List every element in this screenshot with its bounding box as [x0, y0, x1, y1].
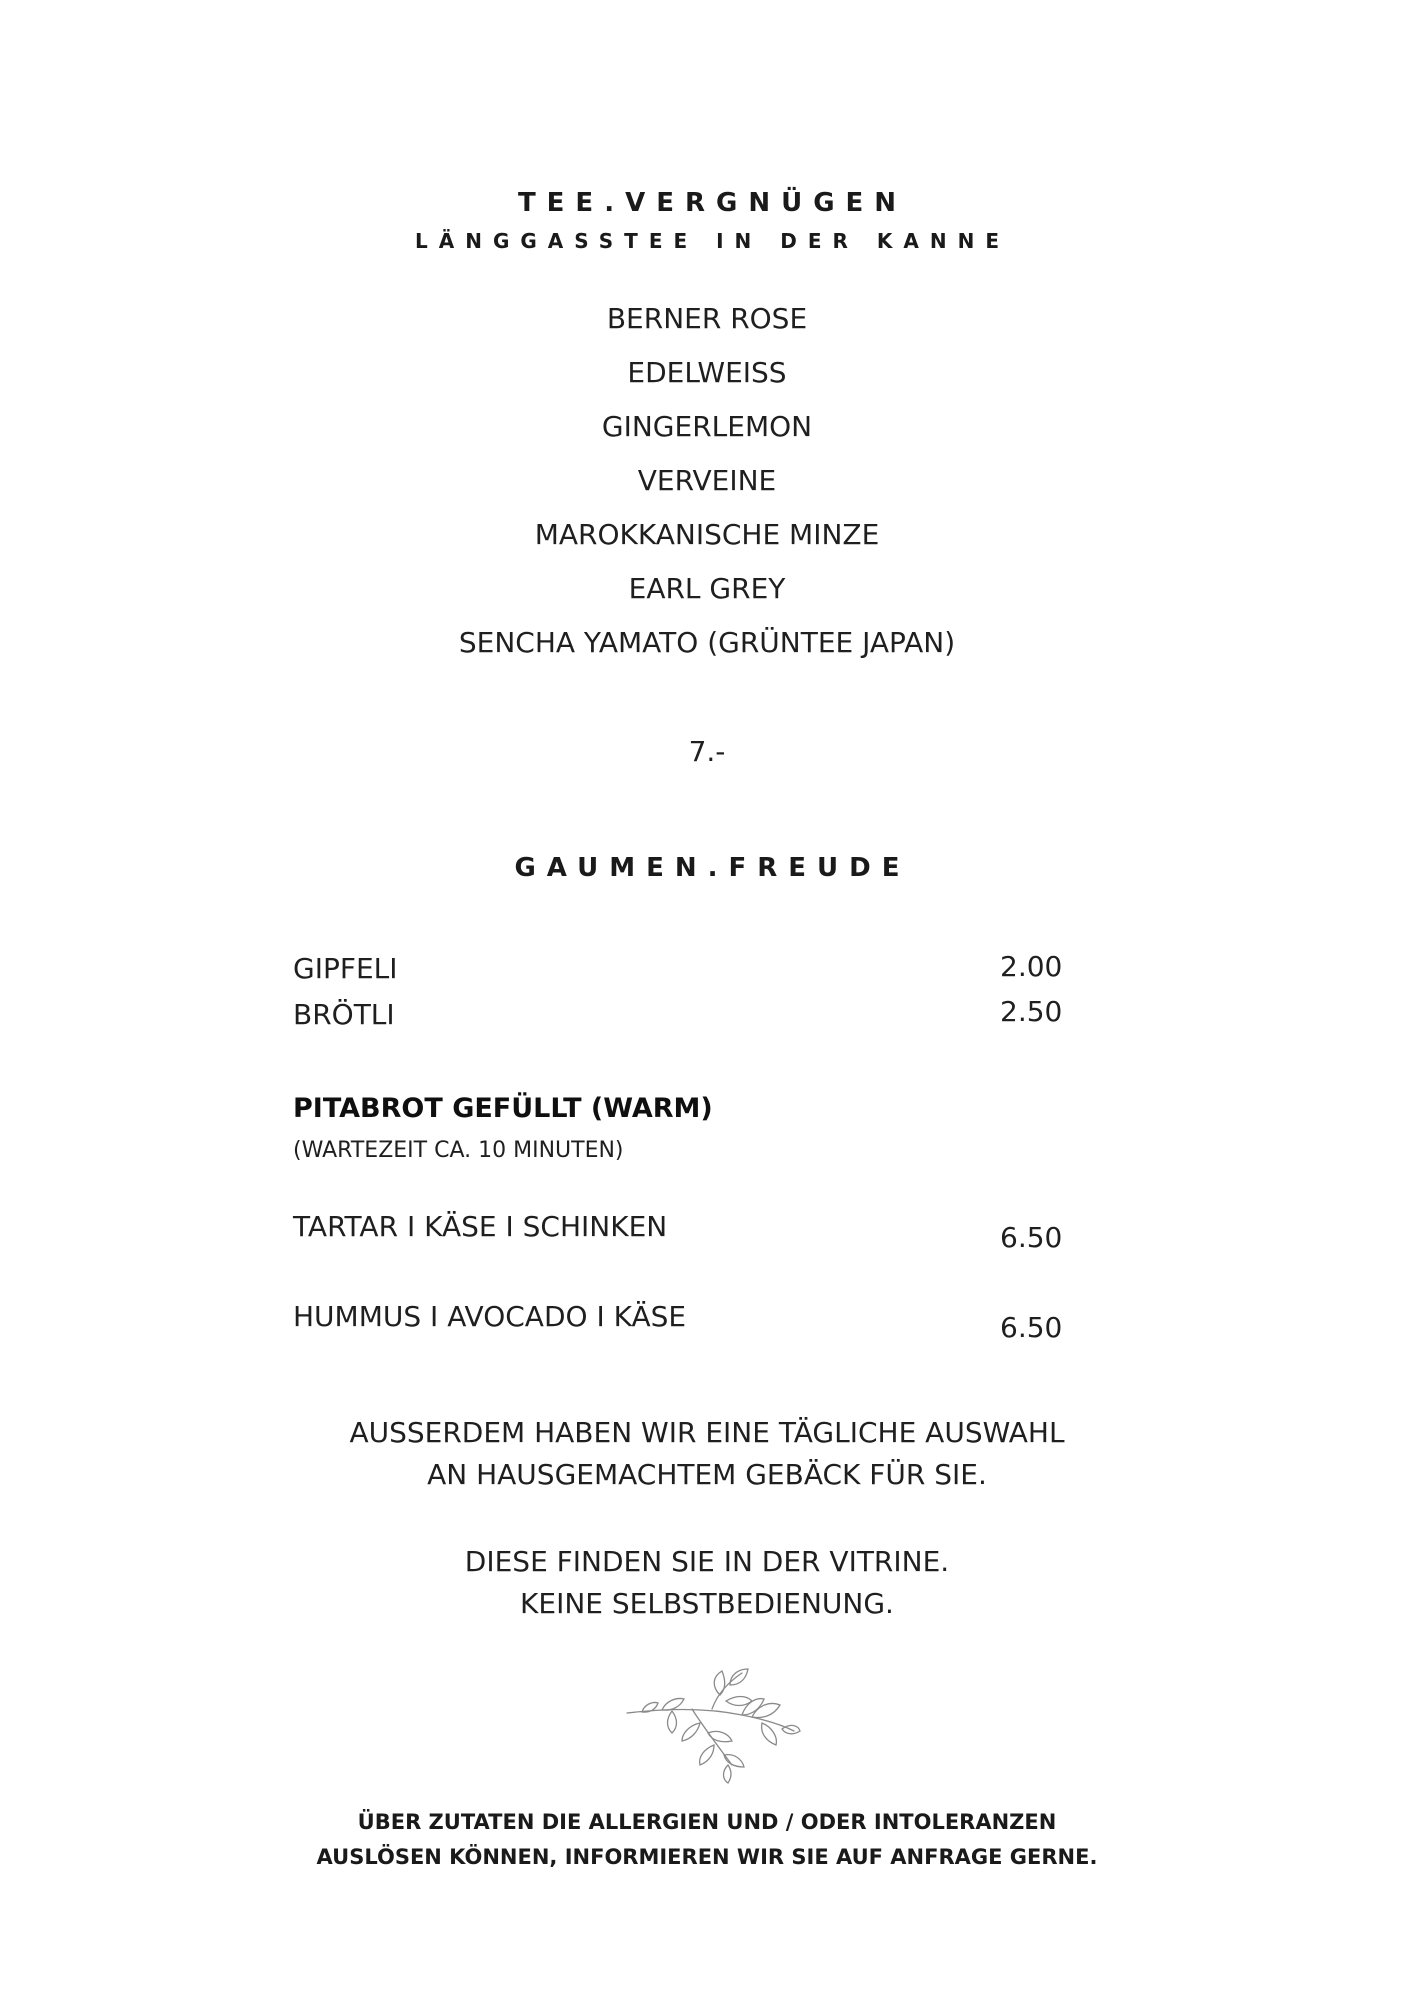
allergy-note-line: AUSLÖSEN KÖNNEN, INFORMIEREN WIR SIE AUF ANFRAGE GERNE.: [316, 1845, 1098, 1869]
menu-item-price: 2.00: [1000, 950, 1063, 983]
tea-item: MAROKKANISCHE MINZE: [534, 518, 880, 551]
tea-section-title: TEE.VERGNÜGEN: [517, 188, 908, 218]
leaf-sprig-icon: [622, 1665, 802, 1785]
tea-item: BERNER ROSE: [606, 302, 808, 335]
menu-item-price: 6.50: [1000, 1311, 1063, 1344]
tea-item: GINGERLEMON: [601, 410, 813, 443]
pita-note: (WARTEZEIT CA. 10 MINUTEN): [293, 1138, 624, 1163]
pita-heading: PITABROT GEFÜLLT (WARM): [293, 1093, 713, 1124]
food-section-title: GAUMEN.FREUDE: [514, 853, 911, 883]
info-text-line: DIESE FINDEN SIE IN DER VITRINE.: [464, 1545, 950, 1578]
menu-item-price: 2.50: [1000, 995, 1063, 1028]
menu-item-name: TARTAR I KÄSE I SCHINKEN: [293, 1210, 668, 1243]
menu-item-name: BRÖTLI: [293, 998, 395, 1031]
menu-item-name: HUMMUS I AVOCADO I KÄSE: [293, 1300, 687, 1333]
tea-item: SENCHA YAMATO (GRÜNTEE JAPAN): [458, 626, 956, 659]
tea-item: EARL GREY: [628, 572, 786, 605]
allergy-note-line: ÜBER ZUTATEN DIE ALLERGIEN UND / ODER INTOLERANZEN: [357, 1810, 1057, 1834]
tea-section-subtitle: LÄNGGASSTEE IN DER KANNE: [415, 229, 1010, 253]
menu-item-name: GIPFELI: [293, 952, 398, 985]
info-text-line: KEINE SELBSTBEDIENUNG.: [520, 1587, 894, 1620]
tea-item: VERVEINE: [637, 464, 777, 497]
menu-item-price: 6.50: [1000, 1221, 1063, 1254]
tea-price: 7.-: [688, 735, 726, 768]
tea-item: EDELWEISS: [627, 356, 787, 389]
info-text-line: AN HAUSGEMACHTEM GEBÄCK FÜR SIE.: [427, 1458, 987, 1491]
info-text-line: AUSSERDEM HABEN WIR EINE TÄGLICHE AUSWAHL: [349, 1416, 1065, 1449]
